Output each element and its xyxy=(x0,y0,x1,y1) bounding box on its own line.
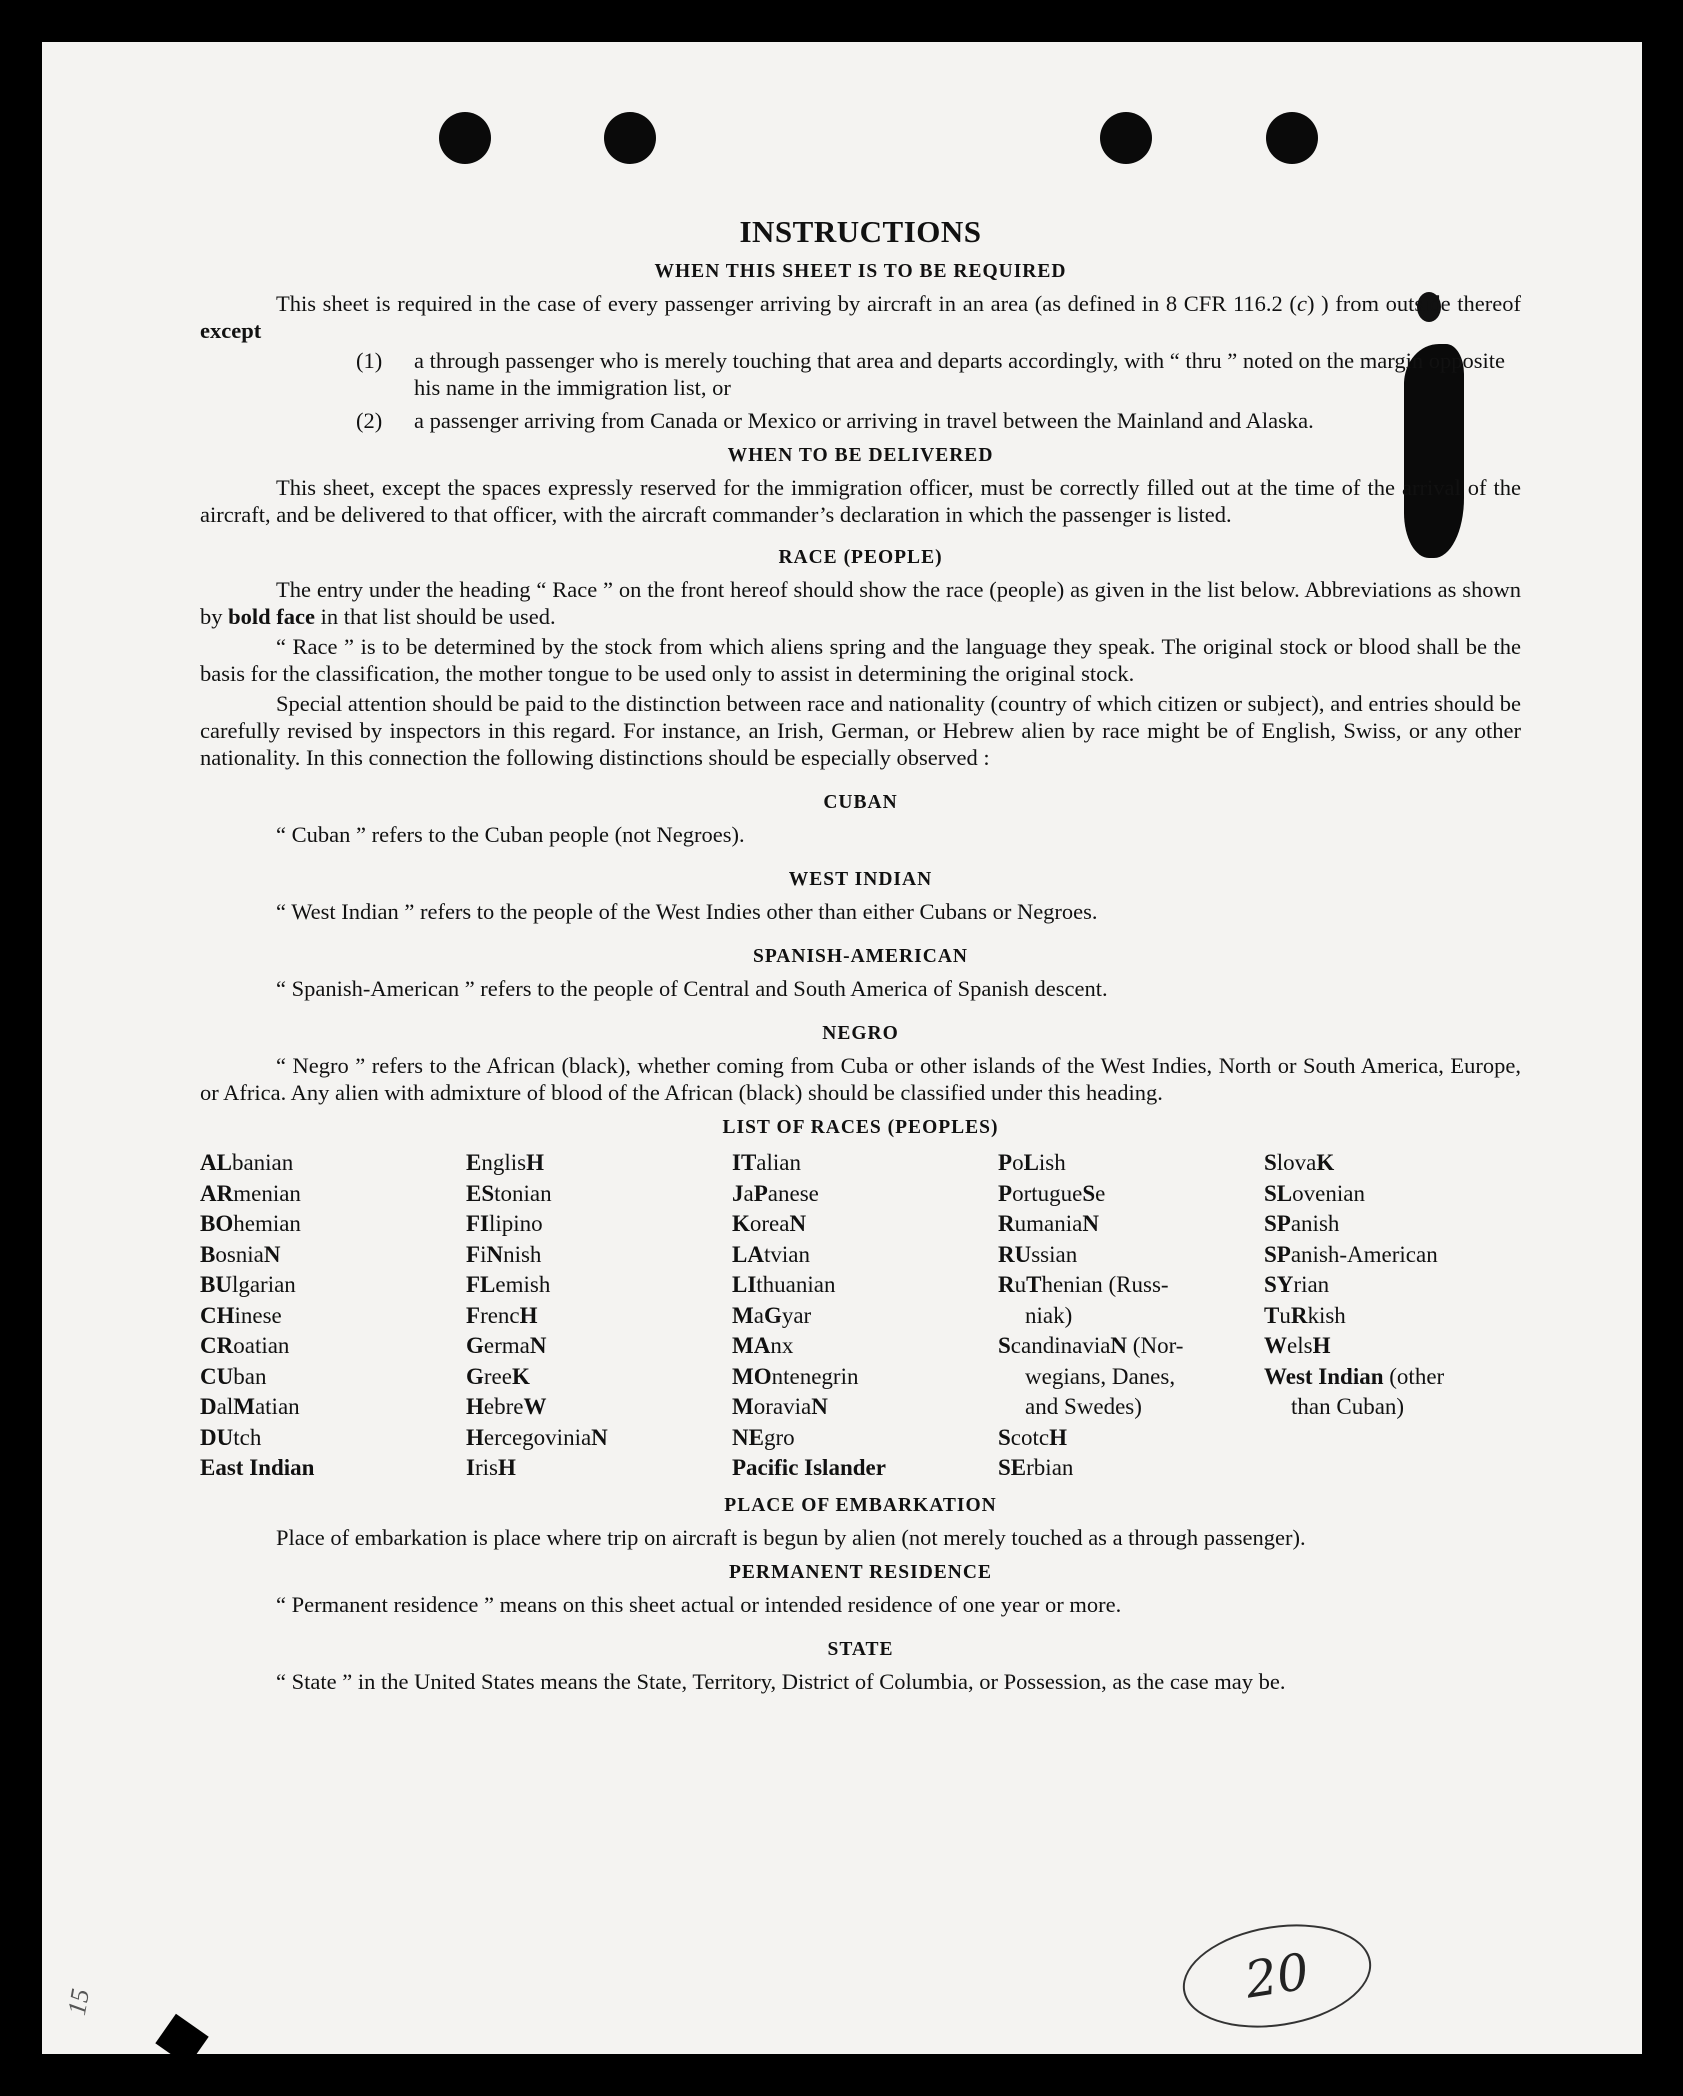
race-entry: MAnx xyxy=(732,1333,794,1358)
race-entry: BosniaN xyxy=(200,1241,281,1267)
race-entry: WelsH xyxy=(1264,1333,1331,1358)
race-entry: LIthuanian xyxy=(732,1272,836,1297)
races-column xyxy=(998,1148,1264,1484)
section-heading-state: STATE xyxy=(827,1638,894,1660)
race-entry: RumaniaN xyxy=(998,1211,1099,1236)
section-heading-embarkation: PLACE OF EMBARKATION xyxy=(724,1494,997,1516)
handwritten-page-number: 20 xyxy=(1175,1912,1378,2040)
race-entry: KoreaN xyxy=(732,1211,807,1236)
section-heading-cuban: CUBAN xyxy=(823,792,898,813)
race-paragraph: Special attention should be paid to the distinction between race and nationality (country of which citizen or subject), and entries should be carefully revised by inspectors in this regard. For instance, an Irish, German, or Hebrew alien by race might be of English, Swiss, or any other nationality. In this connection the following distinctions should be especially observed : xyxy=(200,691,1521,770)
races-column xyxy=(200,1148,466,1484)
race-entry: PortugueSe xyxy=(998,1180,1106,1206)
races-column xyxy=(1264,1148,1484,1484)
section-heading-west-indian: WEST INDIAN xyxy=(788,869,933,890)
race-entry: FLemish xyxy=(466,1272,551,1297)
race-entry: JaPanese xyxy=(732,1180,819,1206)
race-entry: DalMatian xyxy=(200,1394,300,1419)
delivered-text: This sheet, except the spaces expressly reserved for the immigration officer, must be correctly filled out at the time of the arrival of the aircraft, and be delivered to that officer, with the aircraft commander’s declaration in which the passenger is listed. xyxy=(200,475,1521,527)
race-entry: ScandinaviaN (Nor- xyxy=(998,1333,1184,1358)
negro-text: “ Negro ” refers to the African (black), whether coming from Cuba or other islands of the West Indies, North or South America, Europe, or Africa. Any alien with admixture of blood of the African (black) should be classified under this heading. xyxy=(200,1053,1521,1105)
race-entry: IrisH xyxy=(466,1455,516,1480)
residence-text: “ Permanent residence ” means on this sheet actual or intended residence of one year or more. xyxy=(276,1591,1122,1617)
race-entry: ScotcH xyxy=(998,1424,1067,1450)
race-entry: MOntenegrin xyxy=(732,1363,859,1389)
document-sheet xyxy=(42,42,1642,2054)
edge-number: 15 xyxy=(61,1986,96,2018)
required-intro: This sheet is required in the case of every passenger arriving by aircraft in an area (as defined in 8 CFR 116.2 (c) ) from outside thereof except xyxy=(200,291,1521,343)
race-entry: GreeK xyxy=(466,1363,530,1389)
spanish-american-text: “ Spanish-American ” refers to the people of Central and South America of Spanish descent. xyxy=(276,976,1108,1001)
section-heading-required: WHEN THIS SHEET IS TO BE REQUIRED xyxy=(654,261,1067,282)
race-entry: EnglisH xyxy=(466,1150,544,1175)
race-entry: SPanish xyxy=(1264,1211,1340,1236)
race-entry: FiNnish xyxy=(466,1241,542,1267)
race-paragraph: The entry under the heading “ Race ” on the front hereof should show the race (people) as given in the list below. Abbreviations as shown by bold face in that list should be used. xyxy=(200,577,1521,629)
embarkation-text: Place of embarkation is place where trip on aircraft is begun by alien (not merely touched as a through passenger). xyxy=(276,1524,1306,1550)
section-heading-residence: PERMANENT RESIDENCE xyxy=(729,1561,992,1583)
race-entry: FrencH xyxy=(466,1302,538,1328)
punch-hole xyxy=(604,112,656,164)
race-entry: and Swedes) xyxy=(1025,1394,1142,1419)
section-heading-negro: NEGRO xyxy=(822,1023,899,1044)
exception-item: (1) a through passenger who is merely touching that area and departs accordingly, with “ thru ” noted on the margin opposite his name in the immigration list, or xyxy=(356,348,1505,400)
race-entry: BOhemian xyxy=(200,1211,301,1236)
section-heading-spanish-american: SPANISH-AMERICAN xyxy=(753,946,968,967)
state-text: “ State ” in the United States means the State, Territory, District of Columbia, or Possession, as the case may be. xyxy=(276,1668,1286,1694)
punch-hole xyxy=(1266,112,1318,164)
torn-corner xyxy=(155,2014,208,2054)
race-entry: SlovaK xyxy=(1264,1150,1335,1175)
punch-hole xyxy=(1100,112,1152,164)
race-entry: ALbanian xyxy=(200,1150,294,1175)
race-entry: SLovenian xyxy=(1264,1180,1365,1206)
race-entry: wegians, Danes, xyxy=(1025,1363,1176,1389)
race-entry: EStonian xyxy=(466,1180,552,1206)
race-entry: RUssian xyxy=(998,1241,1078,1267)
race-entry: TuRkish xyxy=(1264,1302,1346,1328)
race-entry: GermaN xyxy=(466,1333,547,1358)
race-entry: NEgro xyxy=(732,1424,795,1450)
section-heading-race: RACE (PEOPLE) xyxy=(778,547,943,568)
race-entry: HebreW xyxy=(466,1394,547,1419)
race-entry: HercegoviniaN xyxy=(466,1424,608,1450)
race-entry: DUtch xyxy=(200,1424,262,1450)
race-entry: FIlipino xyxy=(466,1211,543,1236)
instructions-body xyxy=(200,166,1521,1698)
race-entry: CUban xyxy=(200,1363,267,1389)
west-indian-text: “ West Indian ” refers to the people of the West Indies other than either Cubans or Negroes. xyxy=(276,899,1098,924)
section-heading-races-list: LIST OF RACES (PEOPLES) xyxy=(722,1117,999,1138)
cuban-text: “ Cuban ” refers to the Cuban people (not Negroes). xyxy=(276,822,745,847)
races-list xyxy=(200,1148,1521,1484)
race-entry: ARmenian xyxy=(200,1180,301,1206)
race-entry: PoLish xyxy=(998,1150,1066,1175)
page-title: INSTRUCTIONS xyxy=(739,214,982,249)
races-column xyxy=(732,1148,998,1484)
race-entry: niak) xyxy=(1025,1302,1073,1328)
punch-hole xyxy=(439,112,491,164)
race-entry: MoraviaN xyxy=(732,1394,828,1419)
race-entry: West Indian (other xyxy=(1264,1363,1445,1389)
race-entry: SPanish-American xyxy=(1264,1241,1438,1267)
race-entry: SErbian xyxy=(998,1455,1074,1480)
race-entry: SYrian xyxy=(1264,1272,1330,1297)
section-heading-delivered: WHEN TO BE DELIVERED xyxy=(727,445,994,466)
race-entry: Pacific Islander xyxy=(732,1455,886,1480)
races-column xyxy=(466,1148,732,1484)
race-entry: ITalian xyxy=(732,1150,801,1175)
race-paragraph: “ Race ” is to be determined by the stock from which aliens spring and the language they speak. The original stock or blood shall be the basis for the classification, the mother tongue to be used only to assist in determining the original stock. xyxy=(200,634,1521,686)
race-entry: BUlgarian xyxy=(200,1272,296,1297)
race-entry: CRoatian xyxy=(200,1333,290,1358)
race-entry: MaGyar xyxy=(732,1302,812,1328)
exception-item: (2) a passenger arriving from Canada or Mexico or arriving in travel between the Mainland and Alaska. xyxy=(356,408,1314,433)
race-entry: East Indian xyxy=(200,1455,315,1480)
race-entry: than Cuban) xyxy=(1291,1394,1405,1419)
race-entry: CHinese xyxy=(200,1302,282,1328)
race-entry: RuThenian (Russ- xyxy=(998,1272,1169,1297)
race-entry: LAtvian xyxy=(732,1241,810,1267)
exceptions-list xyxy=(200,347,1521,434)
